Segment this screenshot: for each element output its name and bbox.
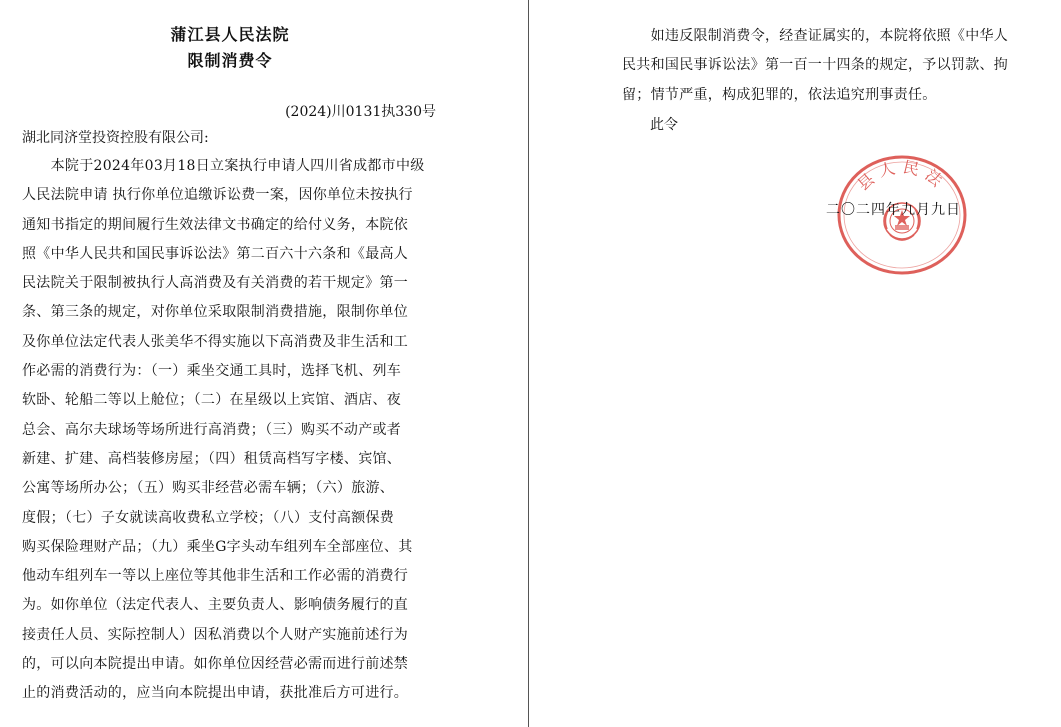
body-line: 人民法院申请 执行你单位追缴诉讼费一案，因你单位未按执行 [22, 187, 413, 204]
penalty-paragraph [622, 22, 1042, 110]
body-line: 度假；（七）子女就读高收费私立学校；（八）支付高额保费 [22, 509, 395, 526]
seal-text: 县人民法 [853, 157, 951, 195]
body-line: 公寓等场所办公；（五）购买非经营必需车辆；（六）旅游、 [22, 480, 395, 497]
body-line: 通知书指定的期间履行生效法律文书确定的给付义务，本院依 [22, 216, 409, 233]
document-number: (2024)川0131执330号 [285, 104, 436, 120]
body-line: 新建、扩建、高档装修房屋；（四）租赁高档写字楼、宾馆、 [22, 450, 402, 467]
left-page [0, 0, 528, 727]
body-line: 接责任人员、实际控制人）因私消费以个人财产实施前述行为 [22, 626, 409, 643]
body-line: 的，可以向本院提出申请。如你单位因经营必需而进行前述禁 [22, 656, 409, 673]
body-line: 及你单位法定代表人张美华不得实施以下高消费及非生活和工 [22, 333, 409, 350]
body-line: 如违反限制消费令，经查证属实的，本院将依照《中华人 [622, 28, 1009, 44]
body-line: 条、第三条的规定，对你单位采取限制消费措施，限制你单位 [22, 304, 409, 321]
body-line: 留；情节严重，构成犯罪的，依法追究刑事责任。 [622, 86, 937, 103]
body-line: 购买保险理财产品；（九）乘坐G字头动车组列车全部座位、其 [22, 538, 413, 555]
body-line: 照《中华人民共和国民事诉讼法》第二百六十六条和《最高人 [22, 245, 409, 262]
body-line: 他动车组列车一等以上座位等其他非生活和工作必需的消费行 [22, 568, 409, 585]
body-line: 民共和国民事诉讼法》第一百一十四条的规定，予以罚款、拘 [622, 57, 1009, 74]
issue-date: 二〇二四年九月九日 [826, 202, 961, 218]
body-line: 止的消费活动的，应当向本院提出申请，获批准后方可进行。 [22, 685, 409, 702]
body-line: 本院于2024年03月18日立案执行申请人四川省成都市中级 [22, 158, 425, 174]
document-type-title: 限制消费令 [187, 51, 273, 70]
body-line: 为。如你单位（法定代表人、主要负责人、影响债务履行的直 [22, 597, 409, 614]
body-line: 总会、高尔夫球场等场所进行高消费；（三）购买不动产或者 [22, 421, 402, 438]
court-name: 蒲江县人民法院 [170, 25, 290, 44]
body-line: 民法院关于限制被执行人高消费及有关消费的若干规定》第一 [22, 275, 409, 292]
order-body [22, 152, 440, 709]
closing-phrase: 此令 [650, 117, 678, 133]
page-divider [528, 0, 529, 727]
addressee: 湖北同济堂投资控股有限公司: [22, 130, 209, 146]
body-line: 作必需的消费行为：（一）乘坐交通工具时，选择飞机、列车 [22, 363, 402, 380]
right-page [530, 0, 1061, 727]
body-line: 软卧、轮船二等以上舱位；（二）在星级以上宾馆、酒店、夜 [22, 392, 402, 409]
